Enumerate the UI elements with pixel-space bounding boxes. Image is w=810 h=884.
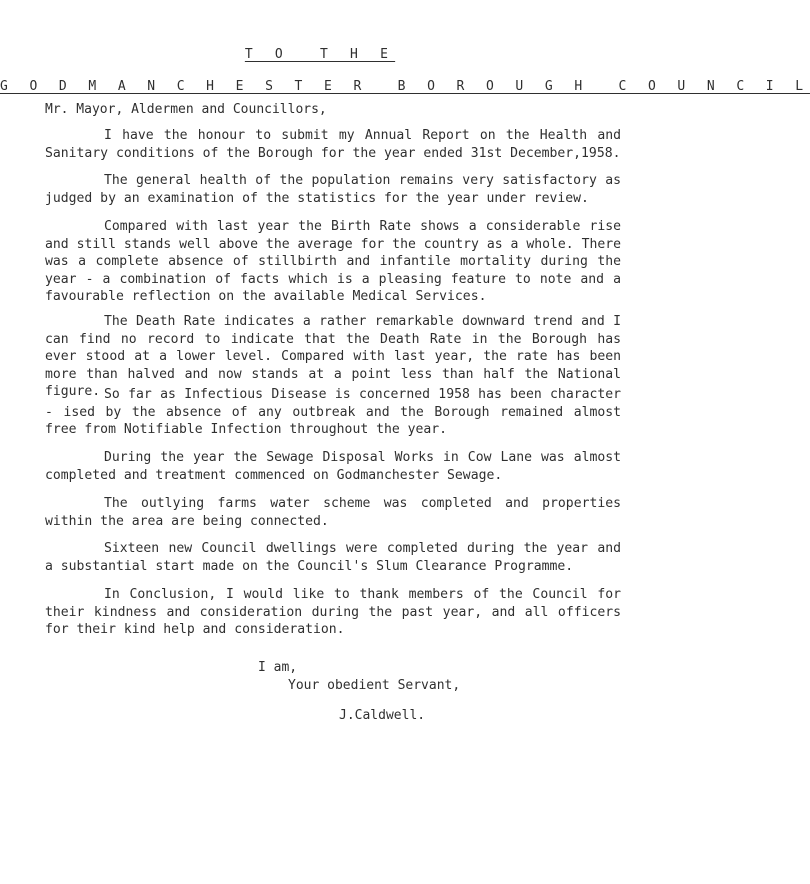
heading-to-the: T O T H E [244, 47, 396, 62]
salutation: Mr. Mayor, Aldermen and Councillors, [45, 102, 327, 117]
paragraph-annual-report: I have the honour to submit my Annual Report on the Health and Sanitary conditions of the Borough for the year ended 31st December,1958. [45, 128, 621, 161]
closing-i-am: I am, [258, 660, 298, 675]
paragraph-general-health: The general health of the population remains very satisfactory as judged by an examination of the statistics for the year under review. [45, 173, 621, 206]
paragraph-council-dwellings: Sixteen new Council dwellings were completed during the year and a substantial start made on the Council's Slum Clearance Programme. [45, 541, 621, 574]
paragraph-infectious-disease: So far as Infectious Disease is concerned 1958 has been character - ised by the absence of any outbreak and the Borough remained almost free from Notifiable Infection throughout the year. [45, 387, 621, 437]
paragraph-death-rate: The Death Rate indicates a rather remarkable downward trend and I can find no record to indicate that the Death Rate in the Borough has ever stood at a lower level. Compared with last year, the rate has been more than halved and now stands at a point less than half the National figure. [45, 314, 621, 399]
paragraph-water-scheme: The outlying farms water scheme was completed and properties within the area are being connected. [45, 496, 621, 529]
signature-name: J.Caldwell. [339, 708, 426, 723]
closing-obedient-servant: Your obedient Servant, [288, 678, 461, 693]
paragraph-birth-rate: Compared with last year the Birth Rate shows a considerable rise and still stands well above the average for the country as a whole. There was a complete absence of stillbirth and infantile mortality during the year - a combination of facts which is a pleasing feature to note and a favourable reflection on the available Medical Services. [45, 219, 621, 304]
paragraph-conclusion: In Conclusion, I would like to thank members of the Council for their kindness and consideration during the past year, and all officers for their kind help and consideration. [45, 587, 621, 637]
paragraph-sewage-works: During the year the Sewage Disposal Works in Cow Lane was almost completed and treatment commenced on Godmanchester Sewage. [45, 450, 621, 483]
heading-borough-council: G O D M A N C H E S T E R B O R O U G H C O U N C I L [0, 79, 810, 94]
